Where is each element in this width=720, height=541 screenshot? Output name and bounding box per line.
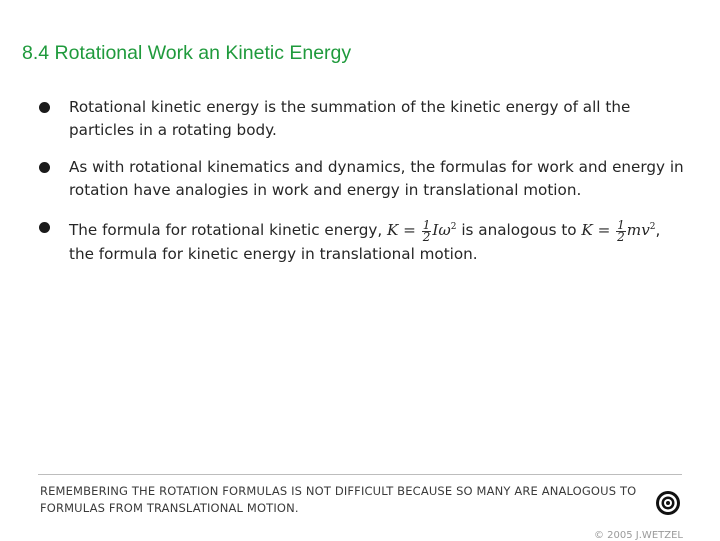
- footer-note: REMEMBERING THE ROTATION FORMULAS IS NOT DIFFICULT BECAUSE SO MANY ARE ANALOGOUS TO FORMULAS FROM TRANSLATIONAL MOTION.: [40, 484, 637, 515]
- bullet-item: [38, 216, 686, 266]
- copyright-text: © 2005 J.WETZEL: [594, 530, 683, 541]
- bullet-dot-icon: [39, 222, 50, 233]
- bullet-text: As with rotational kinematics and dynamics, the formulas for work and energy in rotation have analogies in work and energy in translational motion.: [69, 158, 684, 199]
- rotational-ke-equation: [387, 217, 457, 244]
- fraction-one-half: [422, 217, 432, 244]
- bullet-text-after: , the formula for kinetic energy in translational motion.: [69, 221, 661, 263]
- bullet-item: [38, 96, 686, 142]
- translational-ke-equation: [581, 217, 656, 244]
- bullet-text-mid: is analogous to: [456, 221, 582, 240]
- bullet-dot-icon: [39, 162, 50, 173]
- equation-exponent: 2: [649, 222, 656, 232]
- fraction-denominator: 2: [422, 229, 431, 244]
- divider: [38, 474, 682, 475]
- equation-rhs: Iω: [432, 221, 451, 240]
- slide-title: 8.4 Rotational Work an Kinetic Energy: [22, 42, 352, 64]
- equation-lhs: K =: [387, 221, 421, 240]
- bullet-text: Rotational kinetic energy is the summation of the kinetic energy of all the particles in a rotating body.: [69, 98, 631, 139]
- fraction-one-half: [616, 217, 626, 244]
- bullet-text-before: The formula for rotational kinetic energy,: [69, 221, 387, 240]
- fraction-numerator: 1: [422, 217, 431, 232]
- equation-exponent: 2: [450, 222, 457, 232]
- fraction-denominator: 2: [617, 229, 625, 244]
- target-icon: [655, 490, 681, 516]
- equation-lhs: K =: [581, 221, 616, 240]
- equation-rhs: mv: [626, 221, 650, 240]
- bullet-list: [38, 96, 686, 280]
- bullet-dot-icon: [39, 102, 50, 113]
- bullet-item: [38, 156, 686, 202]
- fraction-numerator: 1: [617, 217, 625, 232]
